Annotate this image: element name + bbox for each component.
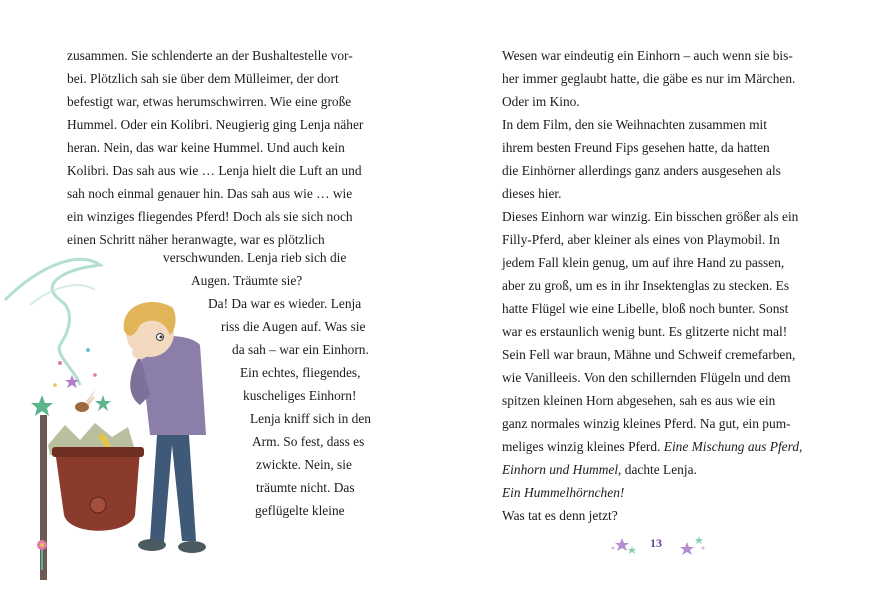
text-line: geflügelte kleine	[255, 503, 345, 518]
text-line: ganz normales winzig kleines Pferd. Na gut, ein pum-	[502, 416, 791, 431]
italic-segment: Einhorn und Hummel	[502, 462, 619, 477]
text-line: ein winziges fliegendes Pferd! Doch als sie sich noch	[67, 209, 353, 224]
text-line: Dieses Einhorn war winzig. Ein bisschen größer als ein	[502, 209, 799, 224]
text-line: verschwunden. Lenja rieb sich die	[163, 250, 347, 265]
text-line: Was tat es denn jetzt?	[502, 508, 618, 523]
text-line: aber zu groß, um es in ihr Insektenglas zu stecken. Es	[502, 278, 790, 293]
text-line: ihrem besten Freund Fips gesehen hatte, da hatten	[502, 140, 770, 155]
text-line: Da! Da war es wieder. Lenja	[208, 296, 362, 311]
page-number: 13	[650, 536, 662, 550]
text-line: Augen. Träumte sie?	[191, 273, 303, 288]
text-line: her immer geglaubt hatte, die gäbe es nur im Märchen.	[502, 71, 796, 86]
magic-swirl	[5, 259, 100, 385]
text-line: Lenja kniff sich in den	[250, 411, 371, 426]
text-line: Ein Hummelhörnchen!	[502, 485, 625, 500]
text-line: sah noch einmal genauer hin. Das sah aus wie … wie	[67, 186, 353, 201]
text-line: befestigt war, etwas herumschwirren. Wie eine große	[67, 94, 352, 109]
star-cluster-icon	[677, 534, 707, 556]
text-line: einen Schritt näher heranwagte, war es plötzlich	[67, 232, 325, 247]
text-line: Oder im Kino.	[502, 94, 580, 109]
text-line: hatte Flügel wie eine Libelle, bloß noch bunter. Sonst	[502, 301, 789, 316]
illustration-girl-bin	[0, 245, 235, 590]
text-line: Sein Fell war braun, Mähne und Schweif cremefarben,	[502, 347, 796, 362]
text-line: zusammen. Sie schlenderte an der Bushaltestelle vor-	[67, 48, 353, 63]
tiny-unicorn	[66, 389, 96, 412]
text-line: In dem Film, den sie Weihnachten zusammen mit	[502, 117, 767, 132]
text-line: Arm. So fest, dass es	[252, 434, 365, 449]
text-line: Filly-Pferd, aber kleiner als eines von Playmobil. In	[502, 232, 780, 247]
text-line: heran. Nein, das war keine Hummel. Und auch kein	[67, 140, 345, 155]
text-line: Kolibri. Das sah aus wie … Lenja hielt die Luft an und	[67, 163, 362, 178]
star-icon	[95, 395, 111, 411]
star-icon	[31, 395, 53, 416]
text-line: war es erstaunlich wenig bunt. Es glitzerte nicht mal!	[502, 324, 788, 339]
text-segment: , dachte Lenja.	[618, 462, 697, 477]
text-line: bei. Plötzlich sah sie über dem Mülleimer, der dort	[67, 71, 339, 86]
girl-lenja	[124, 302, 206, 553]
text-line: jedem Fall klein genug, um auf ihre Hand zu passen,	[502, 255, 785, 270]
text-line: die Einhörner allerdings ganz anders ausgesehen als	[502, 163, 781, 178]
text-line: da sah – war ein Einhorn.	[232, 342, 369, 357]
right-page	[440, 0, 879, 595]
text-line: Ein echtes, fliegendes,	[240, 365, 361, 380]
text-line: dieses hier.	[502, 186, 562, 201]
text-line: träumte nicht. Das	[256, 480, 355, 495]
text-line: Wesen war eindeutig ein Einhorn – auch wenn sie bis-	[502, 48, 793, 63]
text-segment: meliges winzig kleines Pferd.	[502, 439, 661, 454]
text-line	[502, 461, 697, 479]
text-line: zwickte. Nein, sie	[256, 457, 352, 472]
italic-segment: Eine Mischung aus Pferd,	[660, 439, 803, 454]
text-line	[502, 438, 802, 456]
trash-bin	[55, 450, 140, 531]
star-cluster-icon	[608, 534, 638, 556]
text-line: riss die Augen auf. Was sie	[221, 319, 366, 334]
text-line: Hummel. Oder ein Kolibri. Neugierig ging Lenja näher	[67, 117, 364, 132]
text-line: kuscheliges Einhorn!	[243, 388, 357, 403]
text-line: wie Vanilleeis. Von den schillernden Flügeln und dem	[502, 370, 791, 385]
text-line: spitzen kleinen Horn abgesehen, sah es aus wie ein	[502, 393, 776, 408]
